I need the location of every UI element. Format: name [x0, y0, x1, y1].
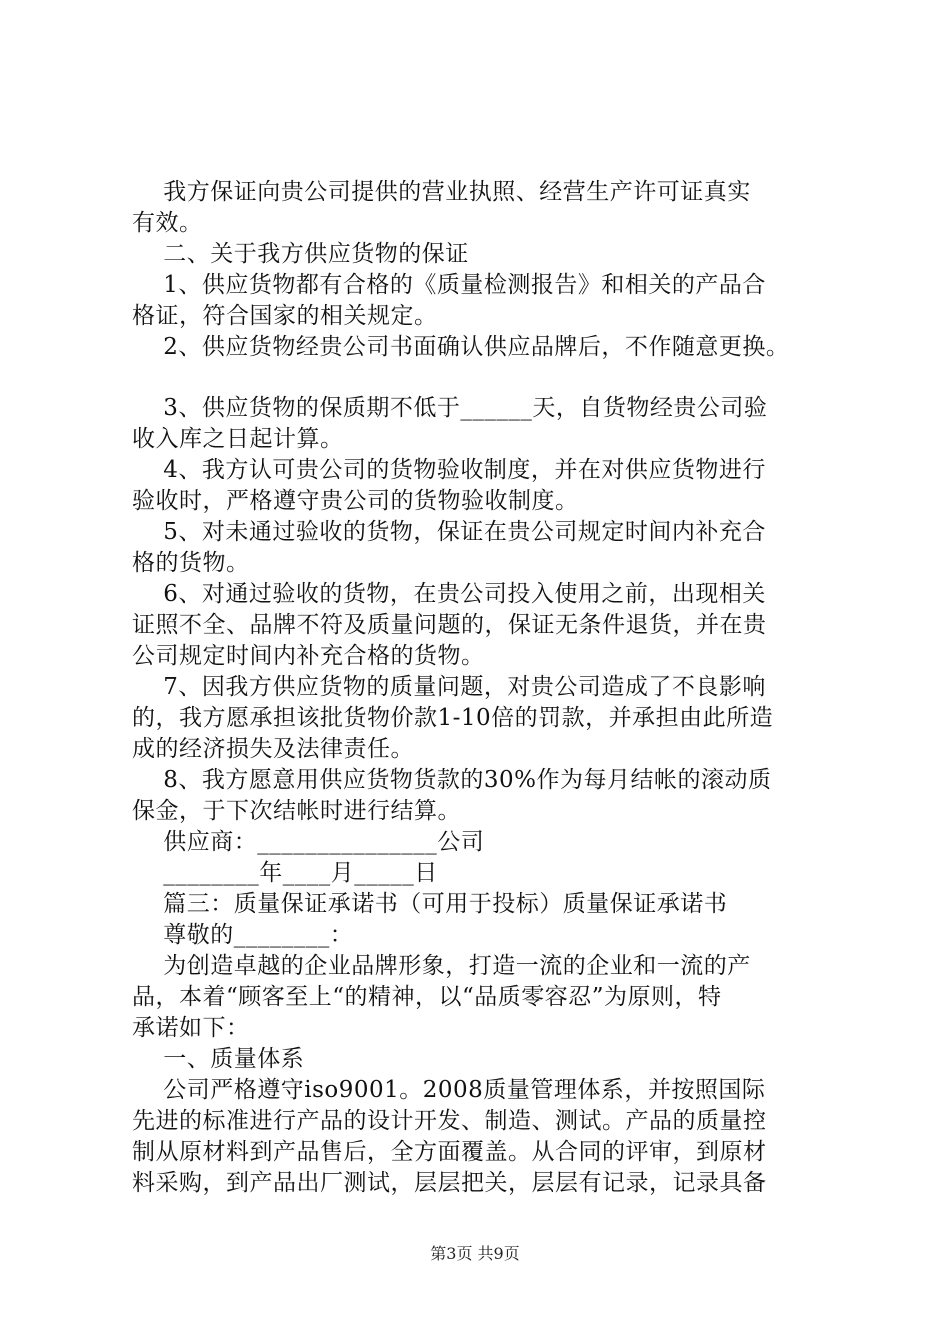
paragraph-line: 料采购，到产品出厂测试，层层把关，层层有记录，记录具备 [132, 1170, 767, 1196]
paragraph-line: 成的经济损失及法律责任。 [132, 736, 414, 762]
paragraph-line: 证照不全、品牌不符及质量问题的，保证无条件退货，并在贵 [132, 612, 767, 638]
supplier-signature-line: 供应商：_______________公司 [132, 829, 485, 855]
paragraph-line: 7、因我方供应货物的质量问题，对贵公司造成了不良影响 [132, 674, 766, 700]
salutation-line: 尊敬的________： [132, 922, 354, 948]
page-number-footer: 第3页 共9页 [430, 1244, 520, 1263]
paragraph-line: 有效。 [132, 210, 203, 236]
paragraph-line: 我方保证向贵公司提供的营业执照、经营生产许可证真实 [132, 179, 751, 205]
paragraph-line: 5、对未通过验收的货物，保证在贵公司规定时间内补充合 [132, 519, 766, 545]
paragraph-line: 保金，于下次结帐时进行结算。 [132, 798, 461, 824]
paragraph-line: 验收时，严格遵守贵公司的货物验收制度。 [132, 488, 579, 514]
paragraph-line: 格的货物。 [132, 550, 250, 576]
paragraph-line: 格证，符合国家的相关规定。 [132, 303, 438, 329]
paragraph-line: 2、供应货物经贵公司书面确认供应品牌后，不作随意更换。 [132, 334, 790, 360]
section-heading: 二、关于我方供应货物的保证 [132, 241, 469, 267]
section-title: 篇三：质量保证承诺书（可用于投标）质量保证承诺书 [132, 891, 728, 917]
paragraph-line: 1、供应货物都有合格的《质量检测报告》和相关的产品合 [132, 272, 766, 298]
paragraph-line: 承诺如下： [132, 1015, 250, 1041]
section-heading: 一、质量体系 [132, 1046, 305, 1072]
paragraph-line: 先进的标准进行产品的设计开发、制造、测试。产品的质量控 [132, 1108, 767, 1134]
paragraph-line: 8、我方愿意用供应货物货款的30%作为每月结帐的滚动质 [132, 767, 772, 793]
date-line: ________年____月_____日 [132, 860, 438, 886]
paragraph-line: 4、我方认可贵公司的货物验收制度，并在对供应货物进行 [132, 457, 766, 483]
paragraph-line: 公司规定时间内补充合格的货物。 [132, 643, 485, 669]
paragraph-line: 制从原材料到产品售后，全方面覆盖。从合同的评审，到原材 [132, 1139, 767, 1165]
paragraph-line: 的，我方愿承担该批货物价款1-10倍的罚款，并承担由此所造 [132, 705, 774, 731]
paragraph-line: 6、对通过验收的货物，在贵公司投入使用之前，出现相关 [132, 581, 766, 607]
paragraph-line: 为创造卓越的企业品牌形象，打造一流的企业和一流的产 [132, 953, 751, 979]
paragraph-line: 品，本着“顾客至上“的精神，以“品质零容忍”为原则，特 [132, 984, 722, 1010]
paragraph-line: 公司严格遵守iso9001。2008质量管理体系，并按照国际 [132, 1077, 766, 1103]
paragraph-line: 收入库之日起计算。 [132, 426, 344, 452]
paragraph-line: 3、供应货物的保质期不低于______天，自货物经贵公司验 [132, 395, 768, 421]
